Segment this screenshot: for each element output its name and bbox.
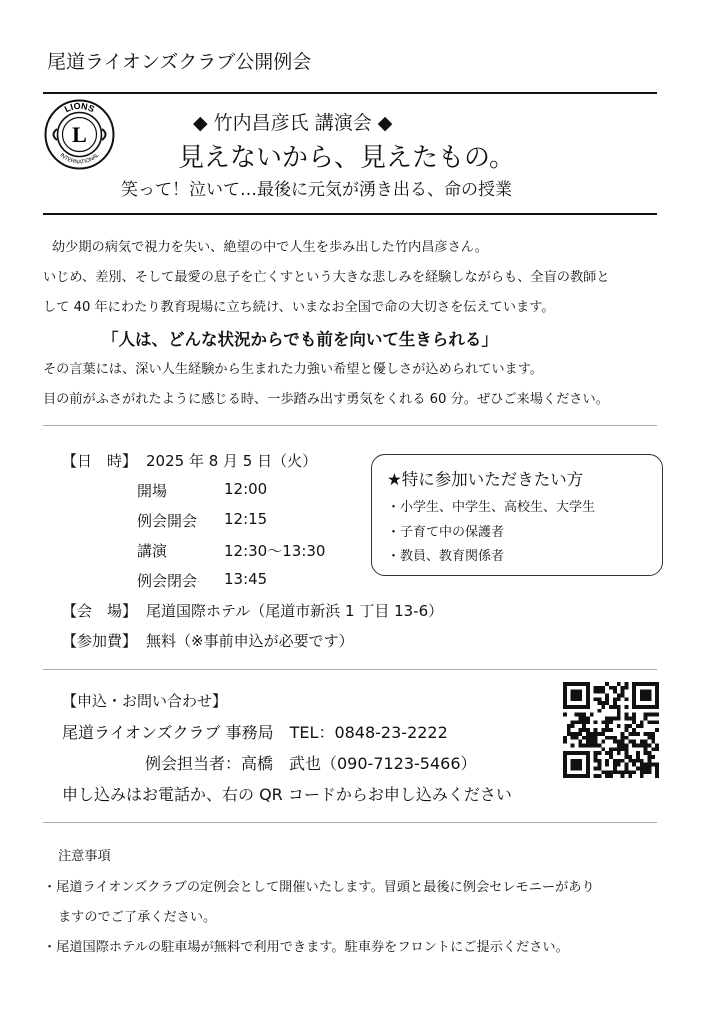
fee-value: 無料（※事前申込が必要です） bbox=[146, 632, 354, 650]
intro-line: 目の前がふさがれたように感じる時、一歩踏み出す勇気をくれる 60 分。ぜひご来場ください。 bbox=[43, 392, 609, 407]
schedule-item-label: 例会開会 bbox=[137, 512, 198, 530]
contact-instruction: 申し込みはお電話か、右の QR コードからお申し込みください bbox=[62, 785, 512, 804]
intro-line: いじめ、差別、そして最愛の息子を亡くすという大きな悲しみを経験しながらも、全盲の教師と bbox=[43, 270, 610, 285]
notes-heading: 注意事項 bbox=[58, 849, 111, 864]
organization-title: 尾道ライオンズクラブ公開例会 bbox=[47, 51, 312, 73]
logo-text-bottom: INTERNATIONAL bbox=[58, 152, 101, 166]
lions-club-emblem-icon bbox=[44, 99, 115, 170]
divider bbox=[43, 669, 657, 670]
note-item: ・尾道国際ホテルの駐車場が無料で利用できます。駐車券をフロントにご提示ください。 bbox=[43, 940, 569, 955]
divider bbox=[43, 822, 657, 823]
schedule-item-label: 例会閉会 bbox=[137, 572, 198, 590]
quote: 「人は、どんな状況からでも前を向いて生きられる」 bbox=[102, 330, 498, 349]
schedule-item-time: 12:30～13:30 bbox=[224, 542, 326, 560]
schedule-item-time: 12:15 bbox=[224, 510, 268, 528]
lecture-title: ◆ 竹内昌彦氏 講演会 ◆ bbox=[193, 112, 393, 134]
audience-item: ・教員、教育関係者 bbox=[387, 549, 505, 564]
schedule-item-time: 13:45 bbox=[224, 570, 268, 588]
contact-office: 尾道ライオンズクラブ 事務局 TEL：0848-23-2222 bbox=[62, 723, 448, 742]
note-item: ますのでご了承ください。 bbox=[58, 910, 217, 925]
main-title: 見えないから、見えたもの。 bbox=[178, 143, 515, 173]
qr-code-icon[interactable] bbox=[563, 682, 659, 778]
contact-person: 例会担当者：高橋 武也（090-7123-5466） bbox=[145, 754, 477, 773]
fee-label: 【参加費】 bbox=[62, 632, 138, 650]
tagline: 笑って！泣いて…最後に元気が湧き出る、命の授業 bbox=[121, 180, 512, 200]
logo-text-top: LIONS bbox=[62, 100, 97, 115]
logo-letter: L bbox=[72, 122, 87, 147]
venue-value: 尾道国際ホテル（尾道市新浜 1 丁目 13-6） bbox=[146, 602, 444, 620]
schedule-item-time: 12:00 bbox=[224, 480, 268, 498]
divider bbox=[43, 213, 657, 215]
date-value: 2025 年 8 月 5 日（火） bbox=[146, 452, 318, 470]
intro-line: して 40 年にわたり教育現場に立ち続け、いまなお全国で命の大切さを伝えています。 bbox=[43, 300, 555, 315]
intro-line: その言葉には、深い人生経験から生まれた力強い希望と優しさが込められています。 bbox=[43, 362, 544, 377]
date-label: 【日 時】 bbox=[62, 452, 138, 470]
schedule-item-label: 開場 bbox=[137, 482, 168, 500]
audience-title: ★特に参加いただきたい方 bbox=[387, 470, 584, 489]
venue-label: 【会 場】 bbox=[62, 602, 138, 620]
divider bbox=[43, 92, 657, 94]
schedule-item-label: 講演 bbox=[137, 542, 168, 560]
contact-heading: 【申込・お問い合わせ】 bbox=[62, 692, 228, 710]
audience-item: ・子育て中の保護者 bbox=[387, 525, 505, 540]
intro-line: 幼少期の病気で視力を失い、絶望の中で人生を歩み出した竹内昌彦さん。 bbox=[52, 240, 488, 255]
divider bbox=[43, 425, 657, 426]
note-item: ・尾道ライオンズクラブの定例会として開催いたします。冒頭と最後に例会セレモニーがあり bbox=[43, 880, 595, 895]
audience-item: ・小学生、中学生、高校生、大学生 bbox=[387, 500, 596, 515]
